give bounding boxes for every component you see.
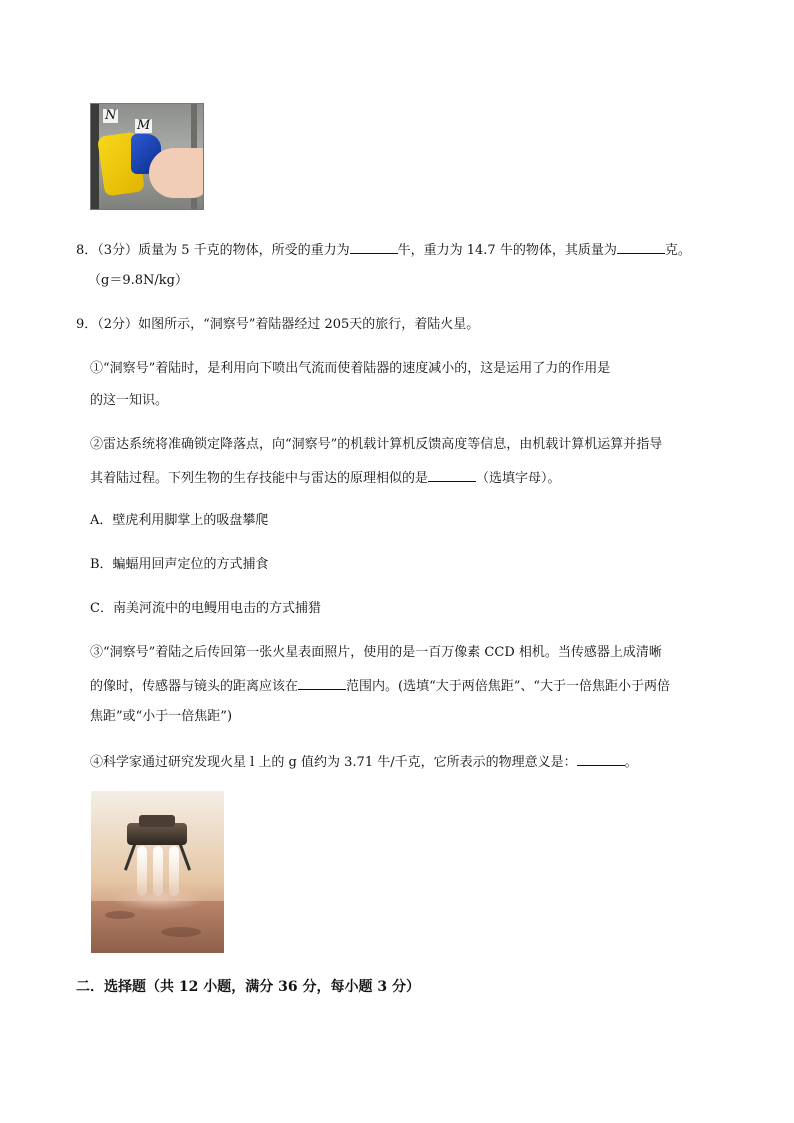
q9-part2-text-b: （选填字母）。	[476, 471, 561, 486]
q9-part4-text-a: ④科学家通过研究发现火星 l 上的 g 值约为 3.71 牛/千克，它所表示的物理意义是：	[90, 755, 577, 770]
q8-number: 8．	[76, 243, 98, 258]
crater	[161, 927, 201, 937]
q9-part2-line2	[90, 468, 561, 488]
exhaust-plume	[169, 846, 179, 896]
q8-text2: 牛，重力为 14.7 牛的物体，其质量为	[397, 243, 617, 258]
q9-part3-text-b: 范围内。(选填“大于两倍焦距”、“大于一倍焦距小于两倍	[346, 679, 671, 694]
label-m: M	[137, 118, 151, 133]
q9-option-a: A．壁虎利用脚掌上的吸盘攀爬	[90, 513, 269, 528]
window-frame-left	[91, 104, 99, 209]
q9-part3-text-a: 的像时，传感器与镜头的距离应该在	[90, 679, 299, 694]
q9-part3-line2	[90, 676, 670, 696]
lander-top	[139, 815, 175, 827]
q8-score: （3分）	[97, 243, 139, 258]
q9-part2-blank[interactable]	[428, 468, 476, 482]
section-2-title: 二．选择题（共 12 小题，满分 36 分，每小题 3 分）	[76, 979, 420, 995]
exhaust-plume	[153, 846, 163, 896]
q9-part3-line3: 焦距”或“小于一倍焦距”)	[90, 709, 233, 724]
q9-part2-text-a: 其着陆过程。下列生物的生存技能中与雷达的原理相似的是	[90, 471, 429, 486]
label-n: N	[105, 108, 117, 123]
q9-stem-line	[76, 316, 479, 334]
hand-shape	[149, 148, 204, 198]
q9-part2-line1: ②雷达系统将准确锁定降落点，向“洞察号”的机载计算机反馈高度等信息，由机载计算机运算并指导	[90, 437, 663, 452]
q9-part1-line1: ①“洞察号”着陆时，是利用向下喷出气流而使着陆器的速度减小的，这是运用了力的作用是	[90, 361, 611, 376]
q8-line1	[76, 240, 691, 260]
window-cleaner-figure	[90, 103, 204, 210]
q9-part4-blank[interactable]	[577, 752, 625, 766]
q9-part3-line1: ③“洞察号”着陆之后传回第一张火星表面照片，使用的是一百万像素 CCD 相机。当传感器上成清晰	[90, 645, 662, 660]
q9-option-b: B．蝙蝠用回声定位的方式捕食	[90, 557, 269, 572]
q8-line2: （g＝9.8N/kg）	[88, 273, 188, 288]
q8-text3: 克。	[664, 243, 691, 258]
lander-leg	[124, 841, 137, 870]
q8-text1: 质量为 5 千克的物体，所受的重力为	[138, 243, 350, 258]
q9-part4-line	[90, 752, 638, 772]
q9-number: 9．	[76, 317, 98, 332]
q9-part4-text-b: 。	[624, 755, 638, 770]
q9-part1-line2: 的这一知识。	[90, 393, 169, 408]
crater	[105, 911, 135, 919]
q8-blank1[interactable]	[350, 240, 398, 254]
q9-option-c: C．南美河流中的电鳗用电击的方式捕猎	[90, 601, 321, 616]
exhaust-plume	[137, 846, 147, 896]
q9-part3-blank[interactable]	[298, 676, 346, 690]
q9-score: （2分）	[97, 317, 139, 332]
lander-leg	[178, 841, 191, 870]
q9-stem: 如图所示，“洞察号”着陆器经过 205天的旅行，着陆火星。	[138, 317, 480, 332]
q8-blank2[interactable]	[617, 240, 665, 254]
mars-lander-figure	[91, 791, 224, 953]
